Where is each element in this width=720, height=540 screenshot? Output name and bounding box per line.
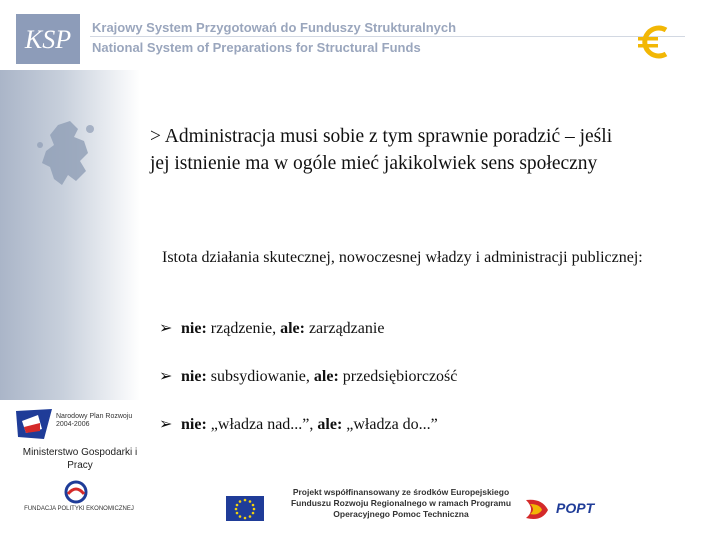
ministry-name: Ministerstwo Gospodarki i Pracy (22, 447, 138, 471)
bullet-pos-label: ale: (280, 320, 305, 337)
bullet-neg-label: nie: (181, 416, 207, 433)
bullet-neg-label: nie: (181, 320, 207, 337)
arrow-bullet-icon: ➢ (159, 320, 173, 337)
bullet-pos-value: „władza do...” (342, 416, 438, 433)
bullet-pos-value: przedsiębiorczość (338, 368, 458, 385)
project-funding-text: Projekt współfinansowany ze środków Europejskiego Funduszu Rozwoju Regionalnego w ramach Programu Operacyjnego Pomoc Techniczna (290, 487, 512, 519)
header-title-pl: Krajowy System Przygotowań do Funduszy Strukturalnych (92, 20, 457, 35)
header-title-en: National System of Preparations for Structural Funds (92, 40, 421, 55)
header (0, 0, 720, 70)
bullet-pos-value: zarządzanie (304, 320, 385, 337)
npr-text: Narodowy Plan Rozwoju 2004-2006 (56, 413, 133, 428)
fund-logo-icon (62, 480, 90, 504)
bullet-pos-label: ale: (317, 416, 343, 433)
popt-logo-icon (522, 496, 552, 522)
intro-text: Istota działania skutecznej, nowoczesnej władzy i administracji publicznej: (162, 249, 643, 266)
bullet-item (159, 414, 438, 434)
bullet-neg-value: subsydiowanie, (206, 368, 314, 385)
bullet-neg-label: nie: (181, 368, 207, 385)
bullet-item (159, 366, 457, 386)
bullet-neg-value: „władza nad...”, (206, 416, 318, 433)
eu-flag-icon (226, 496, 264, 521)
ksp-logo (16, 14, 80, 64)
arrow-bullet-icon: ➢ (159, 368, 173, 385)
fund-name: FUNDACJA POLITYKI EKONOMICZNEJ (24, 506, 134, 512)
arrow-bullet-icon: ➢ (159, 416, 173, 433)
europe-map-icon (28, 115, 108, 200)
bullet-pos-label: ale: (313, 368, 339, 385)
slide-heading: > Administracja musi sobie z tym sprawnie poradzić – jeśli jej istnienie ma w ogóle mieć jakikolwiek sens społeczny (150, 126, 613, 174)
bullet-item (159, 318, 384, 338)
bullet-neg-value: rządzenie, (206, 320, 281, 337)
euro-icon (636, 22, 672, 62)
header-divider (90, 36, 685, 37)
ksp-logo-text: KSP (24, 25, 72, 54)
popt-text: POPT (556, 500, 595, 516)
